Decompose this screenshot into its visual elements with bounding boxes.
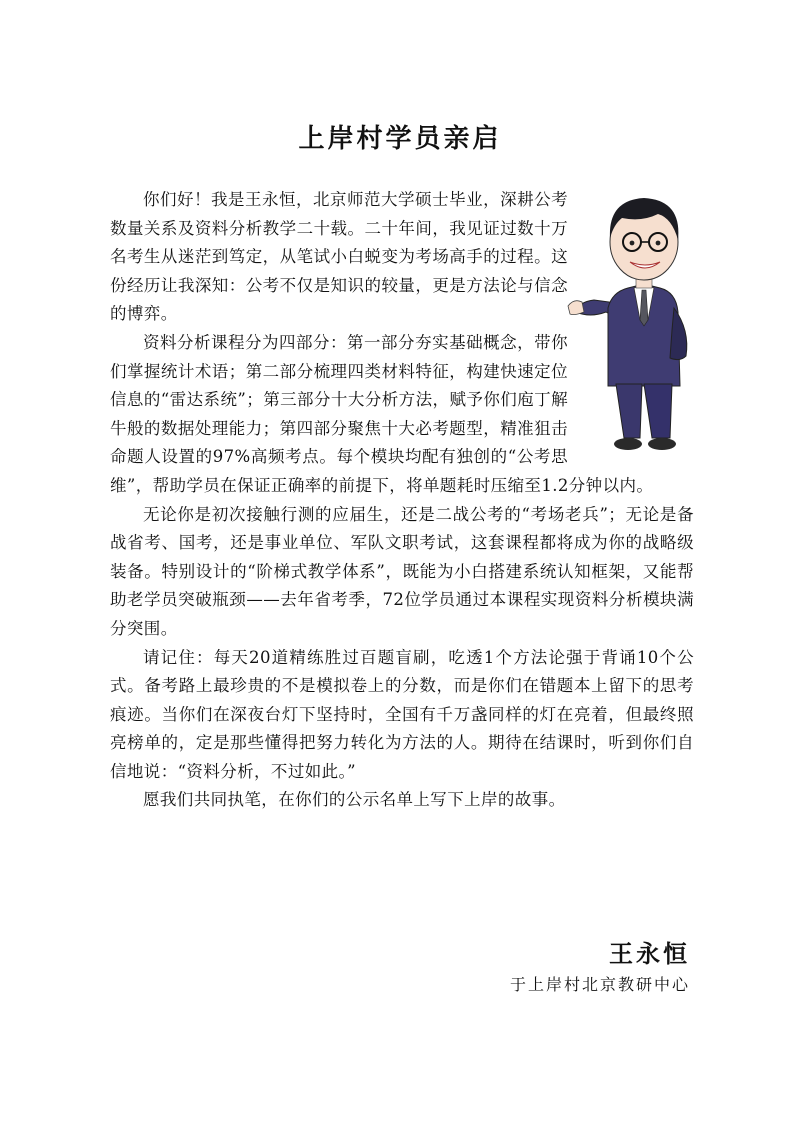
teacher-cartoon-illustration — [566, 180, 706, 460]
paragraph-audience: 无论你是初次接触行测的应届生，还是二战公考的“考场老兵”；无论是备战省考、国考，还是事业单位、军队文职考试，这套课程都将成为你的战略级装备。特别设计的“阶梯式教学体系”，既能为小白搭建系统认知框架，又能帮助老学员突破瓶颈——去年省考季，72位学员通过本课程实现资料分析模块满分突围。 — [110, 504, 694, 638]
pointing-hand — [568, 301, 584, 315]
shoe-left — [614, 438, 642, 450]
shoe-right — [648, 438, 676, 450]
paragraph-course-structure: 资料分析课程分为四部分：第一部分夯实基础概念，带你们掌握统计术语；第二部分梳理四类材料特征，构建快速定位信息的“雷达系统”；第三部分十大分析方法，赋予你们庖丁解牛般的数据处理能力；第四部分聚焦十大必考题型，精准狙击命题人设置的97%高频考点。每个模块均配有独创的“公考思维”，帮助学员在保证正确率的前提下，将单题耗时压缩至1.2分钟以内。 — [110, 332, 654, 495]
paragraph-advice: 请记住：每天20道精练胜过百题盲刷，吃透1个方法论强于背诵10个公式。备考路上最珍贵的不是模拟卷上的分数，而是你们在错题本上留下的思考痕迹。当你们在深夜台灯下坚持时，全国有千万盏同样的灯在亮着，但最终照亮榜单的，定是那些懂得把努力转化为方法的人。期待在结课时，听到你们自信地说：“资料分析，不过如此。” — [110, 647, 694, 781]
signature: 王永恒 — [609, 939, 690, 968]
trousers-left — [616, 384, 642, 438]
page-title: 上岸村学员亲启 — [298, 124, 502, 154]
signature-place: 于上岸村北京教研中心 — [509, 975, 690, 994]
paragraph-intro: 你们好！我是王永恒，北京师范大学硕士毕业，深耕公考数量关系及资料分析教学二十载。二十年间，我见证过数十万名考生从迷茫到笃定，从笔试小白蜕变为考场高手的过程。这份经历让我深知：公考不仅是知识的较量，更是方法论与信念的博弈。 — [110, 190, 568, 324]
trousers-right — [644, 384, 672, 438]
paragraph-closing: 愿我们共同执笔，在你们的公示名单上写下上岸的故事。 — [143, 790, 566, 810]
